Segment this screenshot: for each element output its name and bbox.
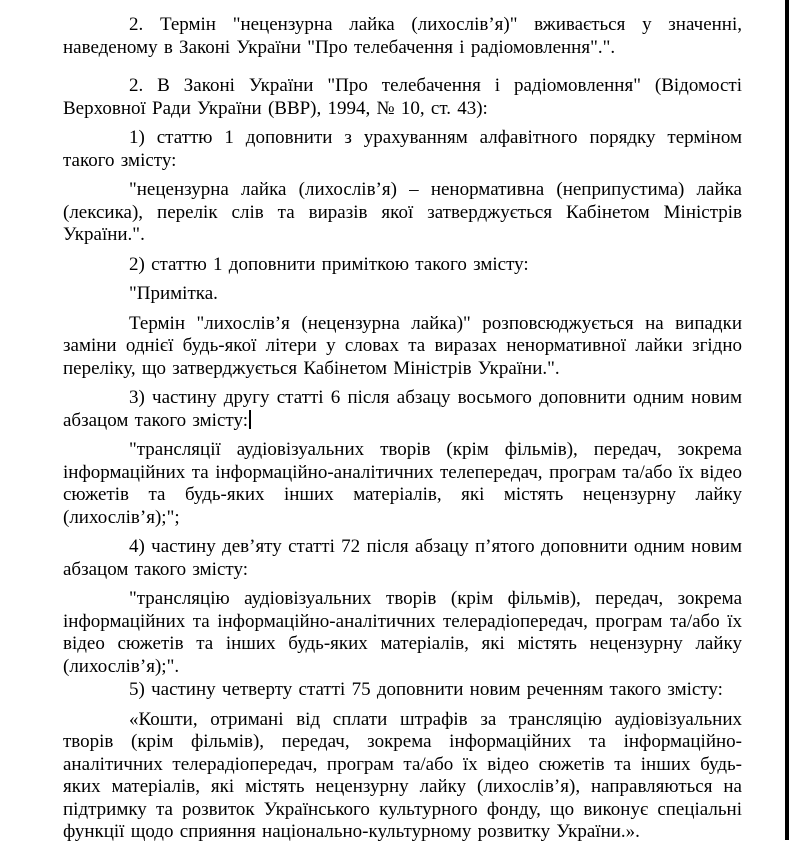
paragraph-item-5: 5) частину четверту статті 75 доповнити новим реченням такого змісту: <box>129 679 723 700</box>
paragraph-item-3-quote: "трансляції аудіовізуальних творів (крім фільмів), передач, зокрема інформаційних та інформаційно-аналітичних телепередач, програм та/або їх відео сюжетів та будь-яких інших матеріалів, які містять нецензурну лайку (лихослів’я);"; <box>63 439 742 528</box>
paragraph-note-body: Термін "лихослів’я (нецензурна лайка)" розповсюджується на випадки заміни однієї будь-якої літери у словах та виразах ненормативної лайки згідно переліку, що затверджується Кабінетом Міністрів України.". <box>63 312 742 379</box>
paragraph-item-3 <box>63 387 742 432</box>
paragraph-item-3-text: 3) частину другу статті 6 після абзацу восьмого доповнити одним новим абзацом такого змісту: <box>63 387 742 431</box>
paragraph-item-5-quote: «Кошти, отримані від сплати штрафів за трансляцію аудіовізуальних творів (крім фільмів), передач, зокрема інформаційних та інформаційно-аналітичних телерадіопередач, програм та/або їх відео сюжетів та інших будь-яких матеріалів, які містять нецензурну лайку (лихослів’я), направляються на підтримку та розвиток Українського культурного фонду, що виконує спеціальні функції щодо сприяння національно-культурному розвитку України.». <box>63 708 742 842</box>
paragraph-item-1: 1) статтю 1 доповнити з урахуванням алфавітного порядку терміном такого змісту: <box>63 127 742 171</box>
paragraph-item-4-quote: "трансляцію аудіовізуальних творів (крім фільмів), передач, зокрема інформаційних та інформаційно-аналітичних телерадіопередач, програм та/або їх відео сюжетів та інших будь-яких матеріалів, які містять нецензурну лайку (лихослів’я);". <box>63 588 742 677</box>
document-page <box>63 14 742 844</box>
paragraph-item-1-quote: "нецензурна лайка (лихослів’я) – ненормативна (неприпустима) лайка (лексика), перелік слів та виразів якої затверджується Кабінетом Міністрів України.". <box>63 179 742 245</box>
scan-edge-bar <box>785 0 789 840</box>
paragraph-law-reference: 2. В Законі України "Про телебачення і радіомовлення" (Відомості Верховної Ради України (ВВР), 1994, № 10, ст. 43): <box>63 75 742 119</box>
paragraph-note-heading: "Примітка. <box>129 283 218 304</box>
paragraph-item-2: 2) статтю 1 доповнити приміткою такого змісту: <box>129 253 529 275</box>
paragraph-term-definition: 2. Термін "нецензурна лайка (лихослів’я)" вживається у значенні, наведеному в Законі України "Про телебачення і радіомовлення".". <box>63 14 742 58</box>
text-cursor <box>249 410 251 429</box>
paragraph-item-4: 4) частину дев’яту статті 72 після абзацу п’ятого доповнити одним новим абзацом такого змісту: <box>63 536 742 580</box>
